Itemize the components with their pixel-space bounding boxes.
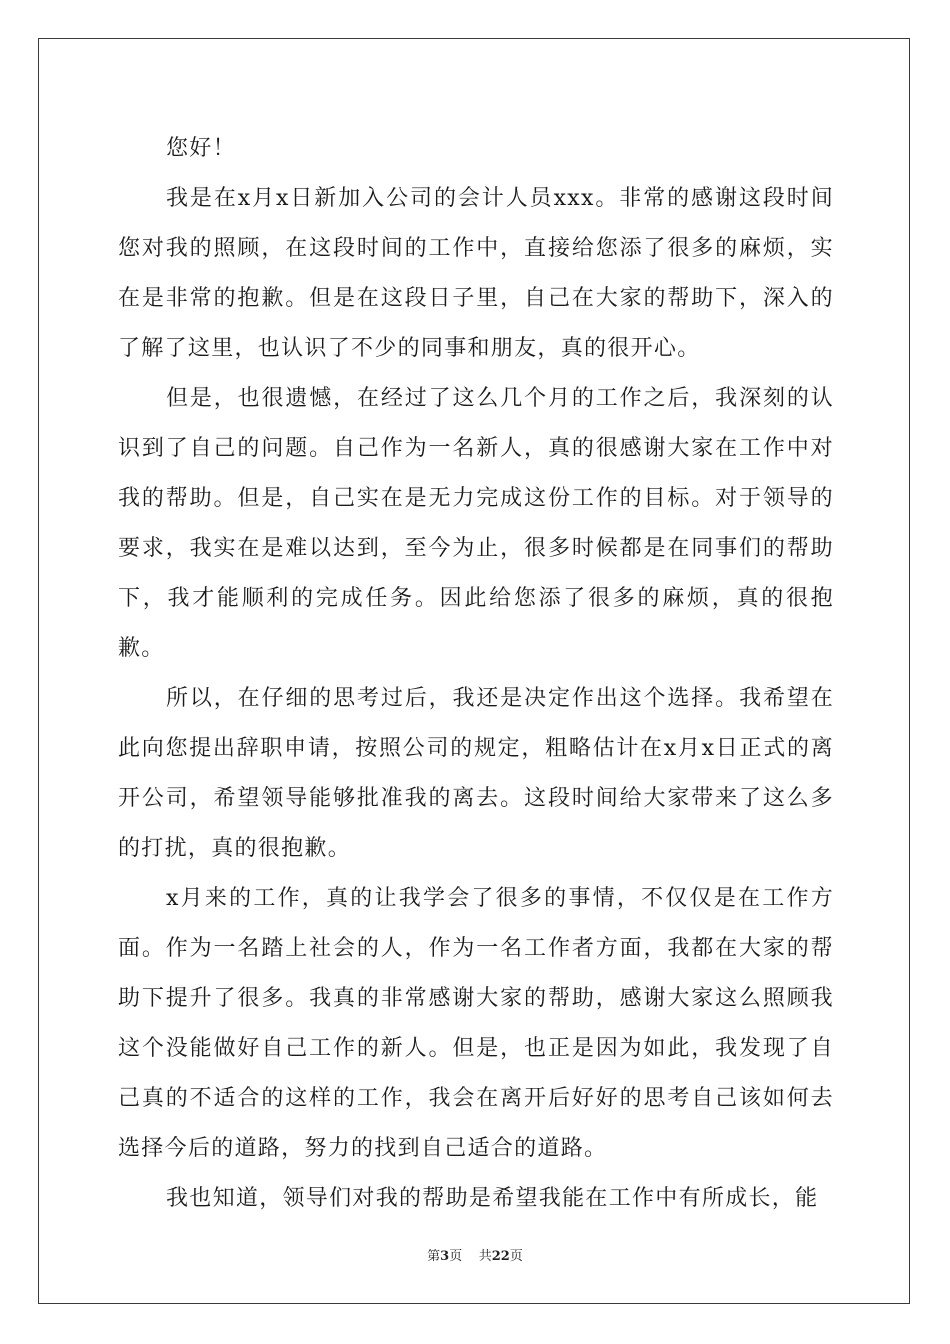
letter-body [118, 124, 834, 1224]
total-prefix: 共 [478, 1249, 492, 1264]
greeting: 您好！ [166, 136, 236, 161]
page-unit: 页 [449, 1249, 463, 1264]
page-current-number: 3 [440, 1249, 450, 1264]
paragraph-2: 但是，也很遗憾，在经过了这么几个月的工作之后，我深刻的认识到了自己的问题。自己作为一名新人，真的很感谢大家在工作中对我的帮助。但是，自己实在是无力完成这份工作的目标。对于领导的要求，我实在是难以达到，至今为止，很多时候都是在同事们的帮助下，我才能顺利的完成任务。因此给您添了很多的麻烦，真的很抱歉。 [118, 386, 834, 661]
paragraph-3: 所以，在仔细的思考过后，我还是决定作出这个选择。我希望在此向您提出辞职申请，按照公司的规定，粗略估计在x月x日正式的离开公司，希望领导能够批准我的离去。这段时间给大家带来了这么多的打扰，真的很抱歉。 [118, 686, 834, 861]
paragraph-1: 我是在x月x日新加入公司的会计人员xxx。非常的感谢这段时间您对我的照顾，在这段时间的工作中，直接给您添了很多的麻烦，实在是非常的抱歉。但是在这段日子里，自己在大家的帮助下，深入的了解了这里，也认识了不少的同事和朋友，真的很开心。 [118, 186, 834, 361]
paragraph-4: x月来的工作，真的让我学会了很多的事情，不仅仅是在工作方面。作为一名踏上社会的人，作为一名工作者方面，我都在大家的帮助下提升了很多。我真的非常感谢大家的帮助，感谢大家这么照顾我这个没能做好自己工作的新人。但是，也正是因为如此，我发现了自己真的不适合的这样的工作，我会在离开后好好的思考自己该如何去选择今后的道路，努力的找到自己适合的道路。 [118, 886, 834, 1161]
total-unit: 页 [509, 1249, 523, 1264]
paragraph-5: 我也知道，领导们对我的帮助是希望我能在工作中有所成长，能 [166, 1186, 819, 1211]
page-total-number: 22 [491, 1249, 510, 1264]
page-footer [0, 1245, 950, 1264]
page-prefix: 第 [427, 1249, 441, 1264]
